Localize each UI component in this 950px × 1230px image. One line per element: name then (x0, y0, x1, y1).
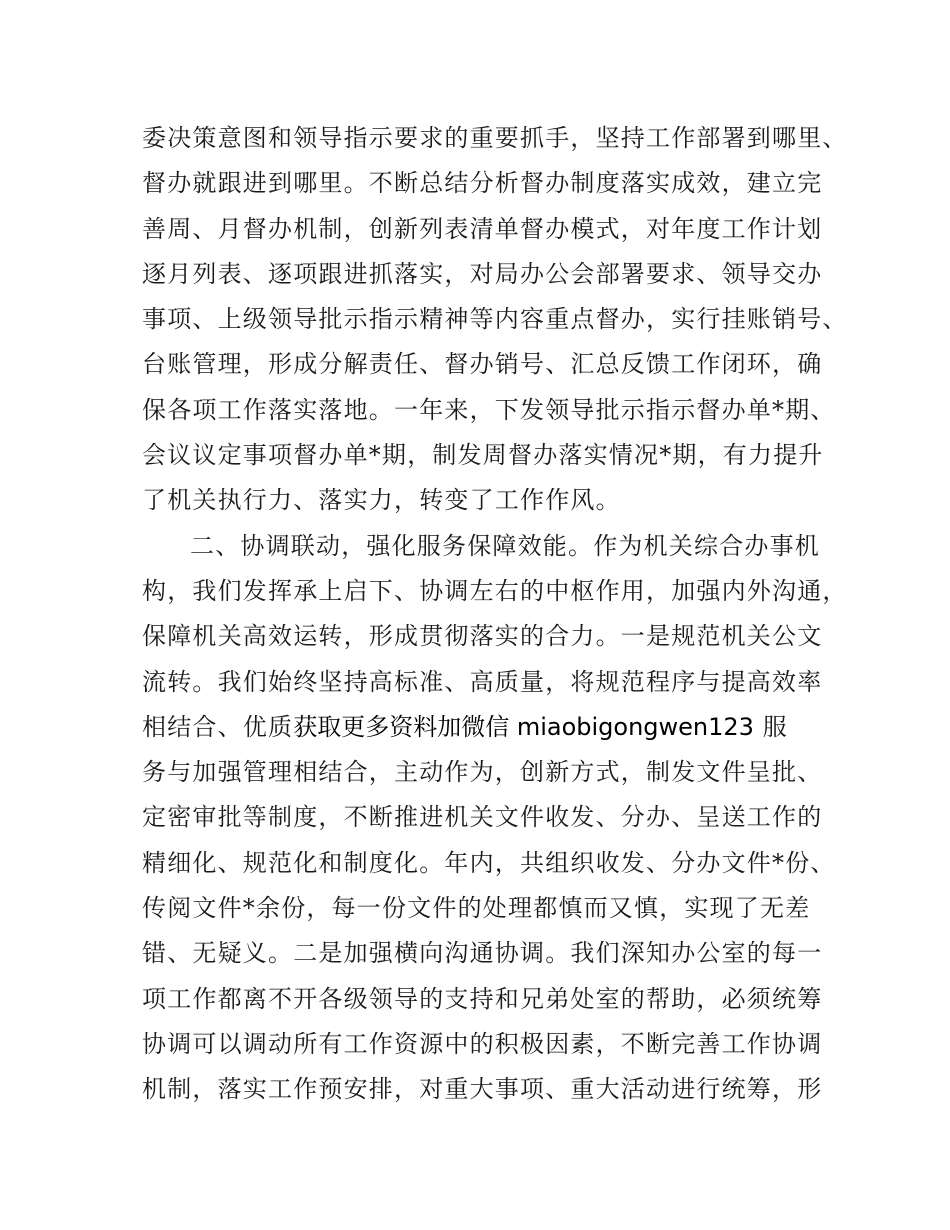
document-body (142, 116, 848, 1113)
text-line: 构，我们发挥承上启下、协调左右的中枢作用，加强内外沟通， (142, 576, 848, 605)
text-segment: 服 (753, 712, 788, 741)
paragraph-1 (142, 116, 848, 524)
text-line: 善周、月督办机制，创新列表清单督办模式，对年度工作计划 (142, 214, 823, 243)
text-segment: 相结合、优质 (142, 712, 294, 741)
text-line: 逐月列表、逐项跟进抓落实，对局办公会部署要求、领导交办 (142, 259, 823, 288)
text-line: 协调可以调动所有工作资源中的积极因素，不断完善工作协调 (142, 1029, 823, 1058)
text-line: 传阅文件*余份，每一份文件的处理都慎而又慎，实现了无差 (142, 894, 811, 923)
text-line: 督办就跟进到哪里。不断总结分析督办制度落实成效，建立完 (142, 169, 823, 198)
text-line: 委决策意图和领导指示要求的重要抓手，坚持工作部署到哪里、 (142, 124, 848, 152)
text-line: 事项、上级领导批示指示精神等内容重点督办，实行挂账销号、 (142, 305, 848, 334)
text-line: 流转。我们始终坚持高标准、高质量，将规范程序与提高效率 (142, 667, 823, 696)
text-line: 会议议定事项督办单*期，制发周督办落实情况*期，有力提升 (142, 441, 824, 470)
text-line: 定密审批等制度，不断推进机关文件收发、分办、呈送工作的 (142, 803, 823, 832)
text-line: 了机关执行力、落实力，转变了工作作风。 (142, 486, 621, 515)
text-line: 机制，落实工作预安排，对重大事项、重大活动进行统筹，形 (142, 1075, 823, 1104)
text-line: 项工作都离不开各级领导的支持和兄弟处室的帮助，必须统筹 (142, 984, 823, 1013)
promo-text: 获取更多资料加微信 miaobigongwen123 (293, 712, 754, 741)
text-line-with-promo (142, 705, 822, 750)
text-line: 二、协调联动，强化服务保障效能。作为机关综合办事机 (190, 531, 820, 560)
text-line: 保障机关高效运转，形成贯彻落实的合力。一是规范机关公文 (142, 622, 823, 651)
paragraph-2 (142, 524, 848, 1113)
text-line: 台账管理，形成分解责任、督办销号、汇总反馈工作闭环，确 (142, 350, 823, 379)
text-line: 精细化、规范化和制度化。年内，共组织收发、分办文件*份、 (142, 848, 836, 877)
text-line: 务与加强管理相结合，主动作为，创新方式，制发文件呈批、 (142, 758, 823, 787)
text-line: 保各项工作落实落地。一年来，下发领导批示指示督办单*期、 (142, 395, 836, 424)
text-line: 错、无疑义。二是加强横向沟通协调。我们深知办公室的每一 (142, 939, 823, 968)
